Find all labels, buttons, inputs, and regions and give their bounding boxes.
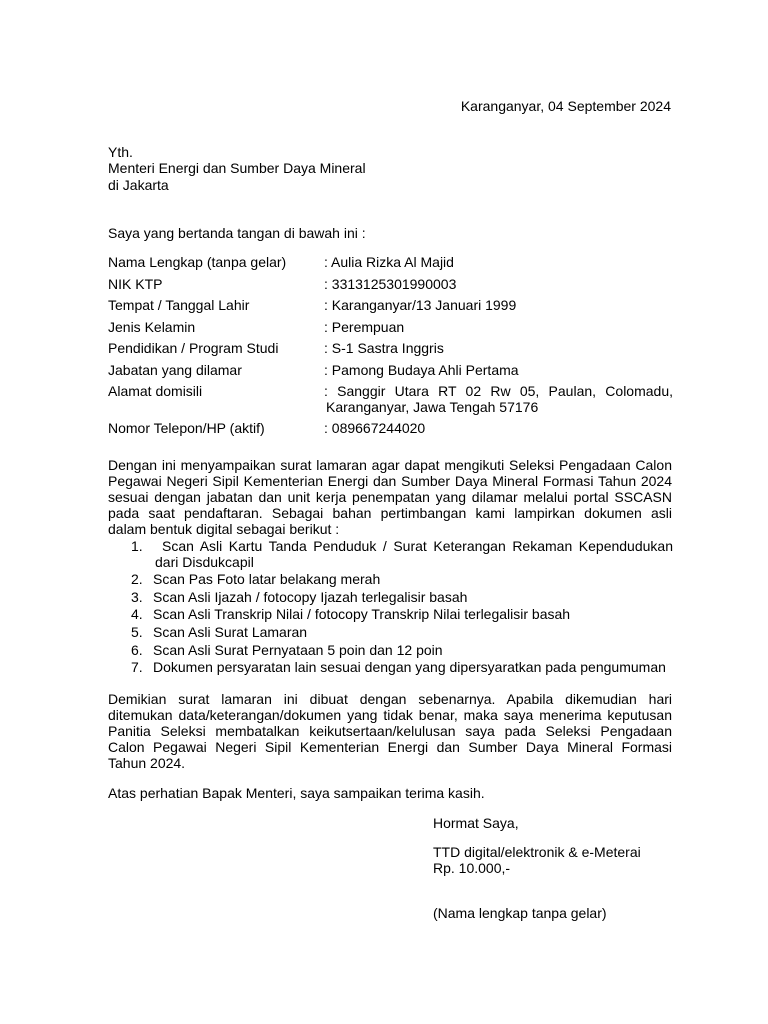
field-value-nik: : 3313125301990003 — [324, 276, 457, 292]
field-label-education: Pendidikan / Program Studi — [108, 340, 279, 356]
list-item-text: Scan Asli Kartu Tanda Penduduk / Surat Keterangan Rekaman Kependudukan — [162, 538, 673, 554]
list-item-text: Scan Asli Surat Lamaran — [153, 624, 308, 640]
closing-line-2: ditemukan data/keterangan/dokumen yang tidak benar, maka saya menerima keputusan — [108, 707, 672, 723]
list-item-number: 1. — [131, 538, 143, 554]
field-label-name: Nama Lengkap (tanpa gelar) — [108, 254, 287, 270]
recipient-line-2: di Jakarta — [108, 177, 169, 193]
list-item-text: Dokumen persyaratan lain sesuai dengan yang dipersyaratkan pada pengumuman — [153, 659, 666, 675]
field-value-education: : S-1 Sastra Inggris — [324, 340, 444, 356]
list-item-number: 2. — [131, 571, 143, 587]
field-label-address: Alamat domisili — [108, 383, 203, 399]
list-item-text: Scan Asli Surat Pernyataan 5 poin dan 12 poin — [153, 642, 443, 658]
list-item-text: Scan Asli Transkrip Nilai / fotocopy Transkrip Nilai terlegalisir basah — [153, 606, 571, 622]
signature-ttd-line-1: TTD digital/elektronik & e-Meterai — [433, 844, 641, 860]
letter-date: Karanganyar, 04 September 2024 — [460, 98, 671, 114]
list-item-text: Scan Pas Foto latar belakang merah — [153, 571, 381, 587]
body-line-5: dalam bentuk digital sebagai berikut : — [108, 521, 340, 537]
intro-text: Saya yang bertanda tangan di bawah ini : — [108, 225, 366, 241]
field-value-address-line-1: : Sanggir Utara RT 02 Rw 05, Paulan, Colomadu, — [324, 383, 673, 399]
signature-greeting: Hormat Saya, — [433, 815, 519, 831]
body-line-3: sesuai dengan jabatan dan unit kerja penempatan yang dilamar melalui portal SSCASN — [108, 489, 672, 505]
field-value-birth: : Karanganyar/13 Januari 1999 — [324, 297, 517, 313]
field-value-phone: : 089667244020 — [324, 420, 426, 436]
body-line-1: Dengan ini menyampaikan surat lamaran agar dapat mengikuti Seleksi Pengadaan Calon — [108, 457, 672, 473]
field-label-position: Jabatan yang dilamar — [108, 362, 242, 378]
list-item-number: 3. — [131, 589, 143, 605]
field-label-phone: Nomor Telepon/HP (aktif) — [108, 420, 265, 436]
recipient-salutation: Yth. — [108, 144, 133, 160]
closing-line-5: Tahun 2024. — [108, 755, 186, 771]
list-item-number: 4. — [131, 606, 143, 622]
body-line-2: Pegawai Negeri Sipil Kementerian Energi dan Sumber Daya Mineral Formasi Tahun 2024 — [108, 473, 672, 489]
field-value-position: : Pamong Budaya Ahli Pertama — [324, 362, 519, 378]
field-label-gender: Jenis Kelamin — [108, 319, 196, 335]
field-label-birth: Tempat / Tanggal Lahir — [108, 297, 250, 313]
recipient-line-1: Menteri Energi dan Sumber Daya Mineral — [108, 160, 366, 176]
closing-line-4: Calon Pegawai Negeri Sipil Kementerian Energi dan Sumber Daya Mineral Formasi — [108, 739, 672, 755]
list-item-text-continued: dari Disdukcapil — [155, 554, 254, 570]
list-item-number: 7. — [131, 659, 143, 675]
body-line-4: pada saat pendaftaran. Sebagai bahan pertimbangan kami lampirkan dokumen asli — [108, 505, 672, 521]
thanks-text: Atas perhatian Bapak Menteri, saya sampaikan terima kasih. — [108, 785, 485, 801]
field-value-name: : Aulia Rizka Al Majid — [324, 254, 454, 270]
field-value-address-line-2: Karanganyar, Jawa Tengah 57176 — [326, 399, 539, 415]
list-item-text: Scan Asli Ijazah / fotocopy Ijazah terlegalisir basah — [153, 589, 468, 605]
closing-line-1: Demikian surat lamaran ini dibuat dengan sebenarnya. Apabila dikemudian hari — [108, 691, 672, 707]
list-item-number: 6. — [131, 642, 143, 658]
closing-line-3: Panitia Seleksi membatalkan keikutsertaan/kelulusan saya pada Seleksi Pengadaan — [108, 723, 672, 739]
list-item-number: 5. — [131, 624, 143, 640]
field-label-nik: NIK KTP — [108, 276, 163, 292]
signature-name: (Nama lengkap tanpa gelar) — [433, 905, 607, 921]
signature-ttd-line-2: Rp. 10.000,- — [433, 860, 511, 876]
field-value-gender: : Perempuan — [324, 319, 405, 335]
